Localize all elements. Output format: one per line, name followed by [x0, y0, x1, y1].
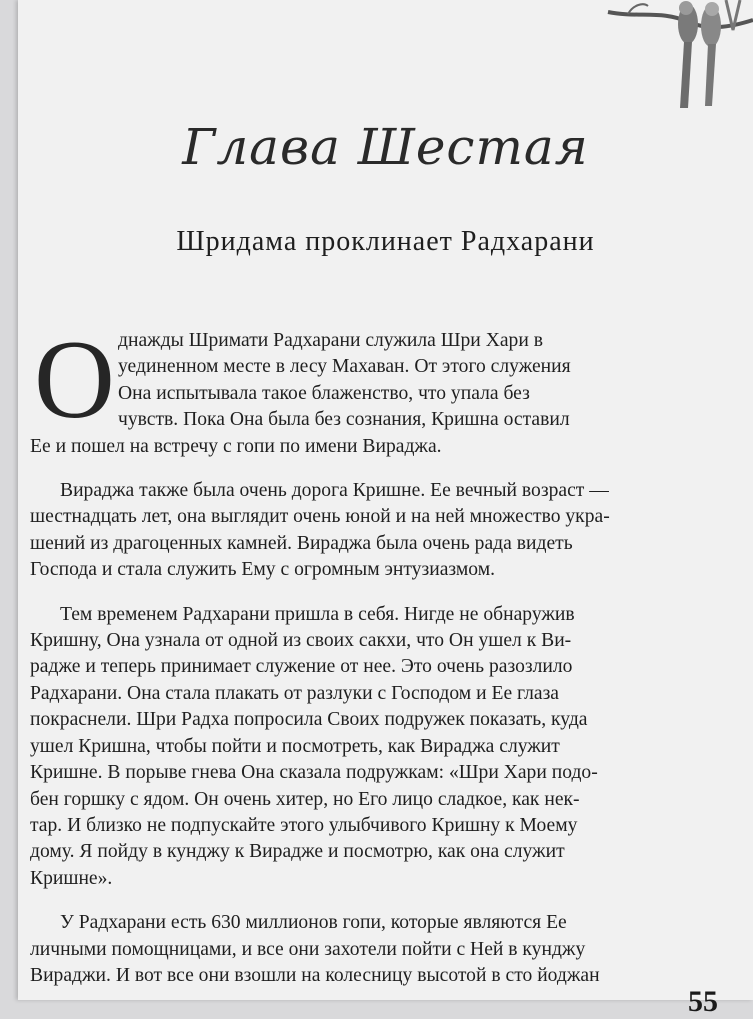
body-text: [30, 318, 690, 1007]
chapter-title: Глава Шестая: [182, 118, 589, 176]
drop-cap: О: [34, 318, 115, 442]
paragraph-4: [30, 910, 690, 989]
text-line: уединенном месте в лесу Махаван. От этого служения: [118, 356, 571, 378]
text-line: Ее и пошел на встречу с гопи по имени Вираджа.: [30, 435, 442, 457]
text-line: личными помощницами, и все они захотели пойти с Ней в кунджу: [30, 938, 586, 960]
text-line: тар. И близко не подпускайте этого улыбчивого Кришну к Моему: [30, 814, 578, 836]
text-line: днажды Шримати Радхарани служила Шри Хари в: [118, 330, 543, 351]
parrots-illustration: [608, 0, 753, 115]
text-line: Вираджа также была очень дорога Кришне. Ее вечный возраст —: [60, 480, 609, 502]
book-page: [18, 0, 753, 1018]
section-title: Шридама проклинает Радхарани: [176, 226, 595, 257]
text-line: дому. Я пойду в кунджу к Вирадже и посмотрю, как она служит: [30, 841, 565, 863]
page-number: 55: [688, 985, 718, 1018]
text-line: шений из драгоценных камней. Вираджа была очень рада видеть: [30, 532, 573, 554]
text-line: бен горшку с ядом. Он очень хитер, но Его лицо сладкое, как нек-: [30, 788, 580, 810]
text-line: У Радхарани есть 630 миллионов гопи, которые являются Ее: [60, 912, 567, 934]
text-line: Тем временем Радхарани пришла в себя. Нигде не обнаружив: [60, 603, 575, 625]
text-line: чувств. Пока Она была без сознания, Кришна оставил: [118, 409, 570, 431]
text-line: шестнадцать лет, она выглядит очень юной и на ней множество укра-: [30, 506, 610, 528]
paragraph-1: [30, 318, 690, 460]
text-line: Вираджи. И вот все они взошли на колесницу высотой в сто йоджан: [30, 964, 600, 986]
text-line: Радхарани. Она стала плакать от разлуки с Господом и Ее глаза: [30, 682, 560, 704]
paragraph-3: [30, 602, 690, 892]
text-line: Кришну, Она узнала от одной из своих сакхи, что Он ушел к Ви-: [30, 630, 572, 652]
text-line: Господа и стала служить Ему с огромным энтузиазмом.: [30, 559, 495, 581]
text-line: Кришне».: [30, 867, 113, 889]
text-line: радже и теперь принимает служение от нее. Это очень разозлило: [30, 656, 573, 678]
text-line: покраснели. Шри Радха попросила Своих подружек показать, куда: [30, 709, 588, 731]
text-line: Она испытывала такое блаженство, что упала без: [118, 382, 530, 404]
text-line: ушел Кришна, чтобы пойти и посмотреть, как Вираджа служит: [30, 735, 560, 757]
text-line: Кришне. В порыве гнева Она сказала подружкам: «Шри Хари подо-: [30, 762, 598, 784]
paragraph-2: [30, 478, 690, 584]
